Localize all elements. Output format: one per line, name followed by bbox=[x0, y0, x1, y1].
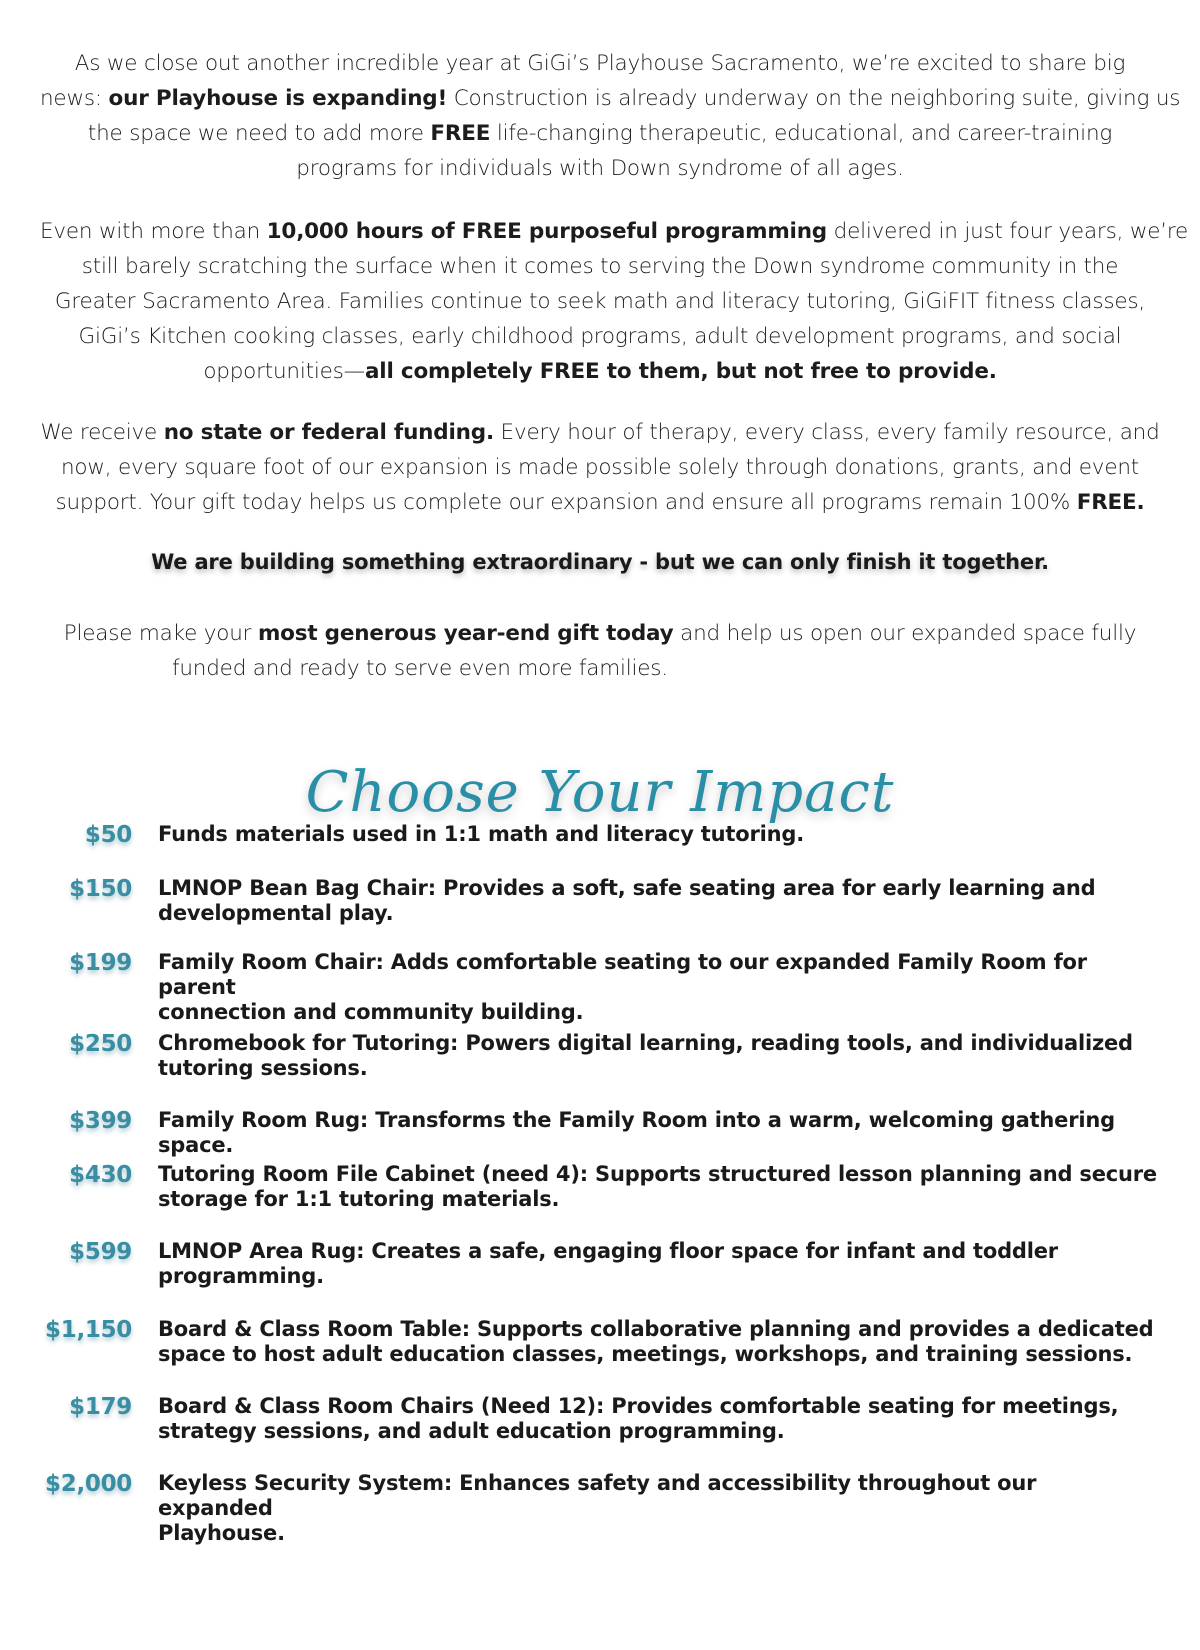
hours-highlight: 10,000 hours of FREE purposeful programming bbox=[266, 219, 827, 244]
programming-line: GiGi’s Kitchen cooking classes, early childhood programs, adult development programs, and social bbox=[78, 324, 1122, 349]
funding-line: support. Your gift today helps us complete our expansion and ensure all programs remain 100% FREE. bbox=[55, 490, 1145, 515]
programming-line: Greater Sacramento Area. Families continue to seek math and literacy tutoring, GiGiFIT fitness classes, bbox=[54, 289, 1146, 314]
impact-description: Family Room Chair: Adds comfortable seating to our expanded Family Room for parent connection and community building. bbox=[158, 950, 1087, 1024]
impact-amount: $1,150 bbox=[45, 1317, 132, 1343]
impact-amount: $250 bbox=[69, 1031, 132, 1057]
free-to-them-highlight: all completely FREE to them, but not free to provide. bbox=[364, 359, 997, 384]
callout-text: We are building something extraordinary - but we can only finish it together. bbox=[151, 550, 1049, 574]
no-funding-highlight: no state or federal funding. bbox=[163, 420, 494, 445]
free-highlight: FREE bbox=[430, 121, 491, 146]
impact-amount: $599 bbox=[69, 1239, 132, 1265]
gift-highlight: most generous year-end gift today bbox=[257, 621, 674, 646]
impact-description: Keyless Security System: Enhances safety and accessibility throughout our expanded Playhouse. bbox=[158, 1471, 1037, 1545]
programming-line: opportunities—all completely FREE to them, but not free to provide. bbox=[203, 359, 997, 384]
impact-amount: $179 bbox=[69, 1394, 132, 1420]
intro-line: news: our Playhouse is expanding! Construction is already underway on the neighboring suite, giving us bbox=[40, 86, 1181, 111]
funding-paragraph bbox=[40, 415, 1160, 520]
funding-line: We receive no state or federal funding. Every hour of therapy, every class, every family resource, and bbox=[40, 420, 1160, 445]
impact-amount: $399 bbox=[69, 1108, 132, 1134]
impact-description: Chromebook for Tutoring: Powers digital learning, reading tools, and individualized tutoring sessions. bbox=[158, 1031, 1133, 1080]
funding-line: now, every square foot of our expansion is made possible solely through donations, grants, and event bbox=[60, 455, 1140, 480]
appeal-paragraph bbox=[40, 616, 1160, 686]
programming-line: Even with more than 10,000 hours of FREE purposeful programming delivered in just four years, we’re bbox=[40, 219, 1189, 244]
impact-description: LMNOP Area Rug: Creates a safe, engaging floor space for infant and toddler programming. bbox=[158, 1239, 1058, 1288]
appeal-line: funded and ready to serve even more families. bbox=[172, 656, 668, 681]
intro-line: As we close out another incredible year at GiGi’s Playhouse Sacramento, we’re excited to share big bbox=[74, 51, 1126, 76]
appeal-line: Please make your most generous year-end gift today and help us open our expanded space fully bbox=[63, 621, 1137, 646]
impact-amount: $2,000 bbox=[45, 1471, 132, 1497]
impact-description: Board & Class Room Table: Supports collaborative planning and provides a dedicated space to host adult education classes, meetings, workshops, and training sessions. bbox=[158, 1317, 1154, 1366]
impact-description: Funds materials used in 1:1 math and literacy tutoring. bbox=[158, 822, 804, 846]
intro-line: the space we need to add more FREE life-changing therapeutic, educational, and career-training bbox=[87, 121, 1113, 146]
impact-description: LMNOP Bean Bag Chair: Provides a soft, safe seating area for early learning and developmental play. bbox=[158, 876, 1096, 925]
impact-amount: $430 bbox=[69, 1162, 132, 1188]
impact-description: Tutoring Room File Cabinet (need 4): Supports structured lesson planning and secure storage for 1:1 tutoring materials. bbox=[158, 1162, 1157, 1211]
intro-paragraph bbox=[40, 46, 1181, 186]
impact-description: Board & Class Room Chairs (Need 12): Provides comfortable seating for meetings, strategy sessions, and adult education programming. bbox=[158, 1394, 1119, 1443]
free-highlight: FREE. bbox=[1076, 490, 1145, 515]
expanding-highlight: our Playhouse is expanding! bbox=[108, 86, 448, 111]
impact-amount: $199 bbox=[69, 950, 132, 976]
impact-amount: $150 bbox=[69, 876, 132, 902]
programming-paragraph bbox=[40, 214, 1189, 389]
choose-your-impact-heading: Choose Your Impact bbox=[305, 760, 895, 825]
impact-amount: $50 bbox=[84, 822, 132, 848]
impact-description: Family Room Rug: Transforms the Family Room into a warm, welcoming gathering space. bbox=[158, 1108, 1115, 1157]
programming-line: still barely scratching the surface when it comes to serving the Down syndrome community in the bbox=[81, 254, 1119, 279]
intro-line: programs for individuals with Down syndrome of all ages. bbox=[296, 156, 904, 181]
